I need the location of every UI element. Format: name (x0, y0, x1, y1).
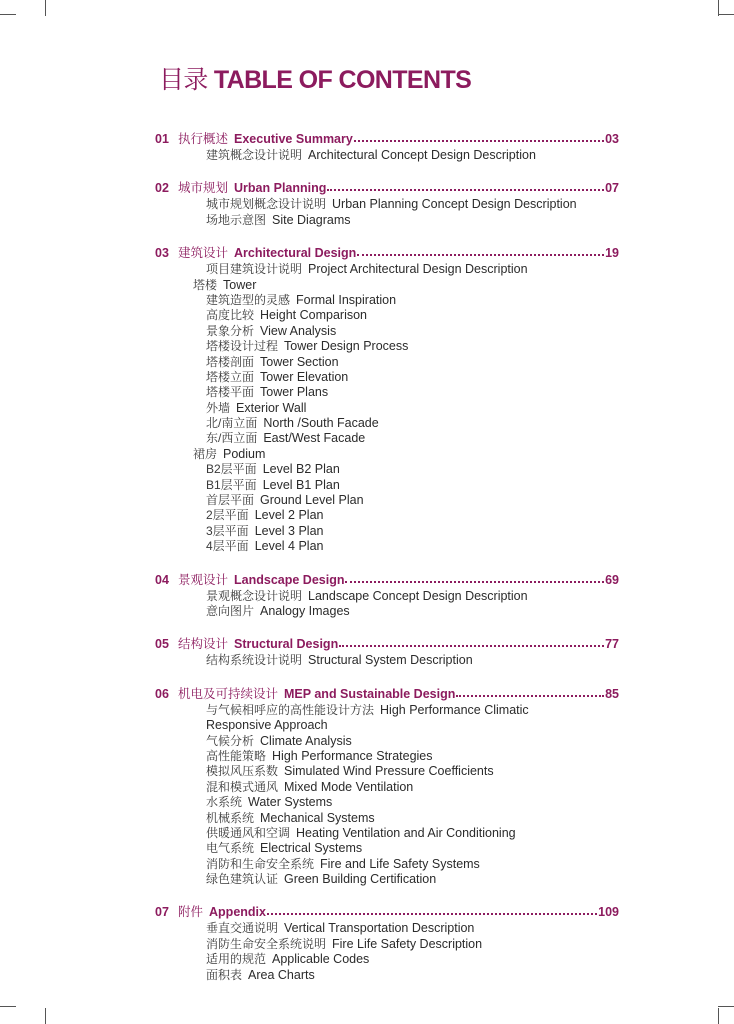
toc-entry[interactable] (155, 718, 619, 733)
entry-title-en: View Analysis (260, 323, 337, 338)
entry-title-cn: 水系统 (206, 795, 243, 810)
toc-section-heading[interactable] (155, 245, 619, 262)
toc-entry[interactable] (155, 524, 619, 539)
entry-title-en: Simulated Wind Pressure Coefficients (284, 764, 494, 779)
toc-section-heading[interactable] (155, 686, 619, 703)
entry-title-cn: 与气候相呼应的高性能设计方法 (206, 702, 375, 717)
entry-title-cn: 混和模式通风 (206, 779, 279, 794)
entry-title-en: Exterior Wall (236, 400, 307, 415)
crop-mark (45, 0, 46, 16)
entry-title-en: Fire and Life Safety Systems (320, 856, 480, 871)
entry-title-en: Tower Section (260, 354, 339, 369)
crop-mark (45, 1008, 46, 1024)
entry-title-en: Water Systems (248, 795, 333, 810)
section-title-cn: 附件 (178, 905, 204, 920)
entry-title-cn: 建筑造型的灵感 (206, 292, 291, 307)
entry-title-en: North /South Facade (263, 416, 379, 431)
entry-title-en: Fire Life Safety Description (332, 936, 483, 951)
toc-entry[interactable] (155, 952, 619, 967)
section-title-en: Executive Summary (234, 132, 353, 146)
entry-title-en: Urban Planning Concept Design Description (332, 197, 577, 212)
entry-title-en: Structural System Description (308, 653, 473, 668)
section-title-en: Appendix (209, 905, 266, 920)
dot-leader (267, 913, 597, 915)
section-title-cn: 景观设计 (178, 572, 229, 587)
entry-title-cn: 消防生命安全系统说明 (206, 936, 327, 951)
section-page-number: 03 (605, 132, 619, 146)
page-title-en: TABLE OF CONTENTS (213, 66, 472, 94)
toc-entry[interactable] (155, 148, 619, 163)
section-page-number: 109 (598, 905, 619, 920)
section-title-cn: 执行概述 (178, 132, 229, 146)
entry-title-cn: 消防和生命安全系统 (206, 856, 315, 871)
section-title-en: Structural Design (234, 637, 339, 652)
entry-title-en: High Performance Climatic (380, 702, 529, 717)
entry-title-cn: 项目建筑设计说明 (206, 262, 303, 277)
toc-section (155, 686, 619, 888)
toc-entry[interactable] (155, 826, 619, 841)
section-number: 03 (155, 246, 169, 261)
section-title-cn: 建筑设计 (178, 246, 229, 261)
toc-entry[interactable] (155, 795, 619, 810)
toc-entry[interactable] (155, 749, 619, 764)
toc-entry[interactable] (155, 604, 619, 619)
toc-entry[interactable] (155, 355, 619, 370)
toc-section-heading[interactable] (155, 180, 619, 197)
entry-title-cn: 绿色建筑认证 (206, 872, 279, 887)
entry-title-cn: B1层平面 (206, 477, 257, 492)
toc-entry[interactable] (155, 539, 619, 554)
entry-title-cn: 结构系统设计说明 (206, 653, 303, 668)
toc-entry[interactable] (155, 324, 619, 339)
entry-title-en: High Performance Strategies (272, 748, 433, 763)
section-page-number: 85 (605, 686, 619, 701)
toc-entry[interactable] (155, 401, 619, 416)
crop-mark (718, 1006, 734, 1007)
toc-entry[interactable] (155, 308, 619, 323)
entry-title-cn: 适用的规范 (206, 952, 267, 967)
entry-title-en: Level 4 Plan (254, 539, 324, 554)
entry-title-en: Ground Level Plan (260, 493, 364, 508)
dot-leader (345, 581, 604, 583)
table-of-contents (155, 131, 619, 1000)
toc-entry[interactable] (155, 703, 619, 718)
toc-entry[interactable] (155, 370, 619, 385)
toc-entry[interactable] (155, 339, 619, 354)
section-number: 02 (155, 181, 169, 196)
crop-mark (718, 1008, 719, 1024)
section-number: 04 (155, 572, 169, 587)
section-page-number: 07 (605, 181, 619, 196)
entry-title-cn: 塔楼设计过程 (206, 339, 279, 354)
entry-title-cn: 塔楼立面 (206, 369, 255, 384)
toc-entry[interactable] (155, 653, 619, 668)
entry-title-en: Tower Design Process (284, 339, 409, 354)
entry-title-en: Project Architectural Design Description (308, 262, 528, 277)
toc-entry[interactable] (155, 493, 619, 508)
section-title-cn: 城市规划 (178, 181, 229, 196)
section-number: 05 (155, 637, 169, 652)
entry-title-cn: 景观概念设计说明 (206, 588, 303, 603)
entry-title-en: Level 2 Plan (254, 508, 324, 523)
toc-section (155, 904, 619, 983)
entry-title-cn: 建筑概念设计说明 (206, 148, 303, 162)
toc-entry[interactable] (155, 968, 619, 983)
entry-title-cn: 4层平面 (206, 539, 249, 554)
dot-leader (357, 254, 604, 256)
toc-section (155, 245, 619, 554)
entry-title-en: Site Diagrams (272, 212, 351, 227)
entry-title-cn: 首层平面 (206, 493, 255, 508)
toc-section-heading[interactable] (155, 904, 619, 921)
entry-title-en: Landscape Concept Design Description (308, 588, 528, 603)
section-page-number: 77 (605, 637, 619, 652)
toc-entry[interactable] (155, 811, 619, 826)
entry-title-en: Level B2 Plan (262, 462, 340, 477)
toc-entry[interactable] (155, 921, 619, 936)
toc-entry[interactable] (155, 764, 619, 779)
entry-title-cn: 高度比较 (206, 308, 255, 323)
section-title-en: Urban Planning (234, 181, 327, 196)
entry-title-cn: 气候分析 (206, 733, 255, 748)
entry-title-en: Analogy Images (260, 603, 350, 618)
entry-title-cn: 塔楼 (193, 277, 218, 292)
entry-title-en: Climate Analysis (260, 733, 352, 748)
entry-title-cn: 外墙 (206, 400, 231, 415)
toc-section (155, 131, 619, 163)
entry-title-en: Heating Ventilation and Air Conditioning (296, 825, 516, 840)
dot-leader (327, 189, 604, 191)
entry-title-en: Area Charts (248, 967, 315, 982)
toc-section (155, 572, 619, 620)
section-title-en: MEP and Sustainable Design (284, 686, 456, 701)
dot-leader (456, 695, 604, 697)
entry-title-en: Tower Plans (260, 385, 329, 400)
toc-entry[interactable] (155, 734, 619, 749)
section-number: 01 (155, 132, 169, 146)
entry-title-cn: 北/南立面 (206, 416, 258, 431)
section-title-cn: 机电及可持续设计 (178, 686, 279, 701)
entry-title-en: Height Comparison (260, 308, 368, 323)
entry-title-cn: 垂直交通说明 (206, 921, 279, 936)
entry-title-cn: 场地示意图 (206, 212, 267, 227)
section-number: 06 (155, 686, 169, 701)
toc-entry[interactable] (155, 213, 619, 228)
entry-title-en: Green Building Certification (284, 872, 437, 887)
entry-title-cn: 景象分析 (206, 323, 255, 338)
crop-mark (0, 14, 16, 15)
section-title-en: Landscape Design (234, 572, 345, 587)
entry-title-en: Tower Elevation (260, 369, 349, 384)
entry-title-cn: 供暖通风和空调 (206, 825, 291, 840)
toc-entry[interactable] (155, 416, 619, 431)
crop-mark (0, 1006, 16, 1007)
crop-mark (718, 14, 734, 15)
entry-title-cn: 塔楼剖面 (206, 354, 255, 369)
entry-title-en: Electrical Systems (260, 841, 363, 856)
section-page-number: 19 (605, 246, 619, 261)
toc-entry[interactable] (155, 508, 619, 523)
entry-title-en: Mixed Mode Ventilation (284, 779, 414, 794)
toc-subgroup[interactable] (155, 447, 619, 462)
toc-entry[interactable] (155, 462, 619, 477)
section-page-number: 69 (605, 572, 619, 587)
entry-title-cn: 机械系统 (206, 810, 255, 825)
entry-title-en: Level B1 Plan (262, 477, 340, 492)
page-title-cn: 目录 (159, 65, 208, 94)
toc-section-heading[interactable] (155, 636, 619, 653)
toc-section-heading[interactable] (155, 131, 619, 148)
toc-entry[interactable] (155, 841, 619, 856)
dot-leader (339, 645, 604, 647)
entry-title-cn: 城市规划概念设计说明 (206, 197, 327, 212)
toc-entry[interactable] (155, 197, 619, 212)
entry-title-cn: 2层平面 (206, 508, 249, 523)
entry-title-cn: 塔楼平面 (206, 385, 255, 400)
entry-title-cn: 裙房 (193, 446, 218, 461)
page-title (159, 60, 471, 96)
toc-entry[interactable] (155, 589, 619, 604)
toc-entry[interactable] (155, 385, 619, 400)
section-title-cn: 结构设计 (178, 637, 229, 652)
entry-title-en: Podium (223, 446, 266, 461)
entry-title-en: Applicable Codes (272, 952, 370, 967)
entry-title-en: East/West Facade (263, 431, 366, 446)
toc-entry[interactable] (155, 857, 619, 872)
entry-title-en: Formal Inspiration (296, 292, 397, 307)
toc-entry[interactable] (155, 293, 619, 308)
entry-title-cn: 东/西立面 (206, 431, 258, 446)
toc-entry[interactable] (155, 780, 619, 795)
toc-entry[interactable] (155, 478, 619, 493)
entry-title-cn: 3层平面 (206, 523, 249, 538)
entry-title-cn: 模拟风压系数 (206, 764, 279, 779)
entry-title-cn: 意向图片 (206, 603, 255, 618)
toc-entry[interactable] (155, 262, 619, 277)
toc-subgroup[interactable] (155, 278, 619, 293)
toc-section (155, 636, 619, 668)
section-number: 07 (155, 905, 169, 920)
entry-title-en: Architectural Concept Design Description (308, 148, 536, 162)
entry-title-cn: 面积表 (206, 967, 243, 982)
entry-title-en: Vertical Transportation Description (284, 921, 475, 936)
dot-leader (354, 140, 604, 142)
entry-title-cn: 电气系统 (206, 841, 255, 856)
toc-entry[interactable] (155, 431, 619, 446)
section-title-en: Architectural Design (234, 246, 357, 261)
toc-section (155, 180, 619, 228)
entry-title-en: Level 3 Plan (254, 523, 324, 538)
toc-entry[interactable] (155, 872, 619, 887)
toc-section-heading[interactable] (155, 572, 619, 589)
entry-title-en: Tower (223, 277, 257, 292)
entry-title-cn: 高性能策略 (206, 748, 267, 763)
toc-entry[interactable] (155, 937, 619, 952)
entry-title-en: Mechanical Systems (260, 810, 375, 825)
entry-title-en: Responsive Approach (206, 718, 328, 733)
entry-title-cn: B2层平面 (206, 462, 257, 477)
